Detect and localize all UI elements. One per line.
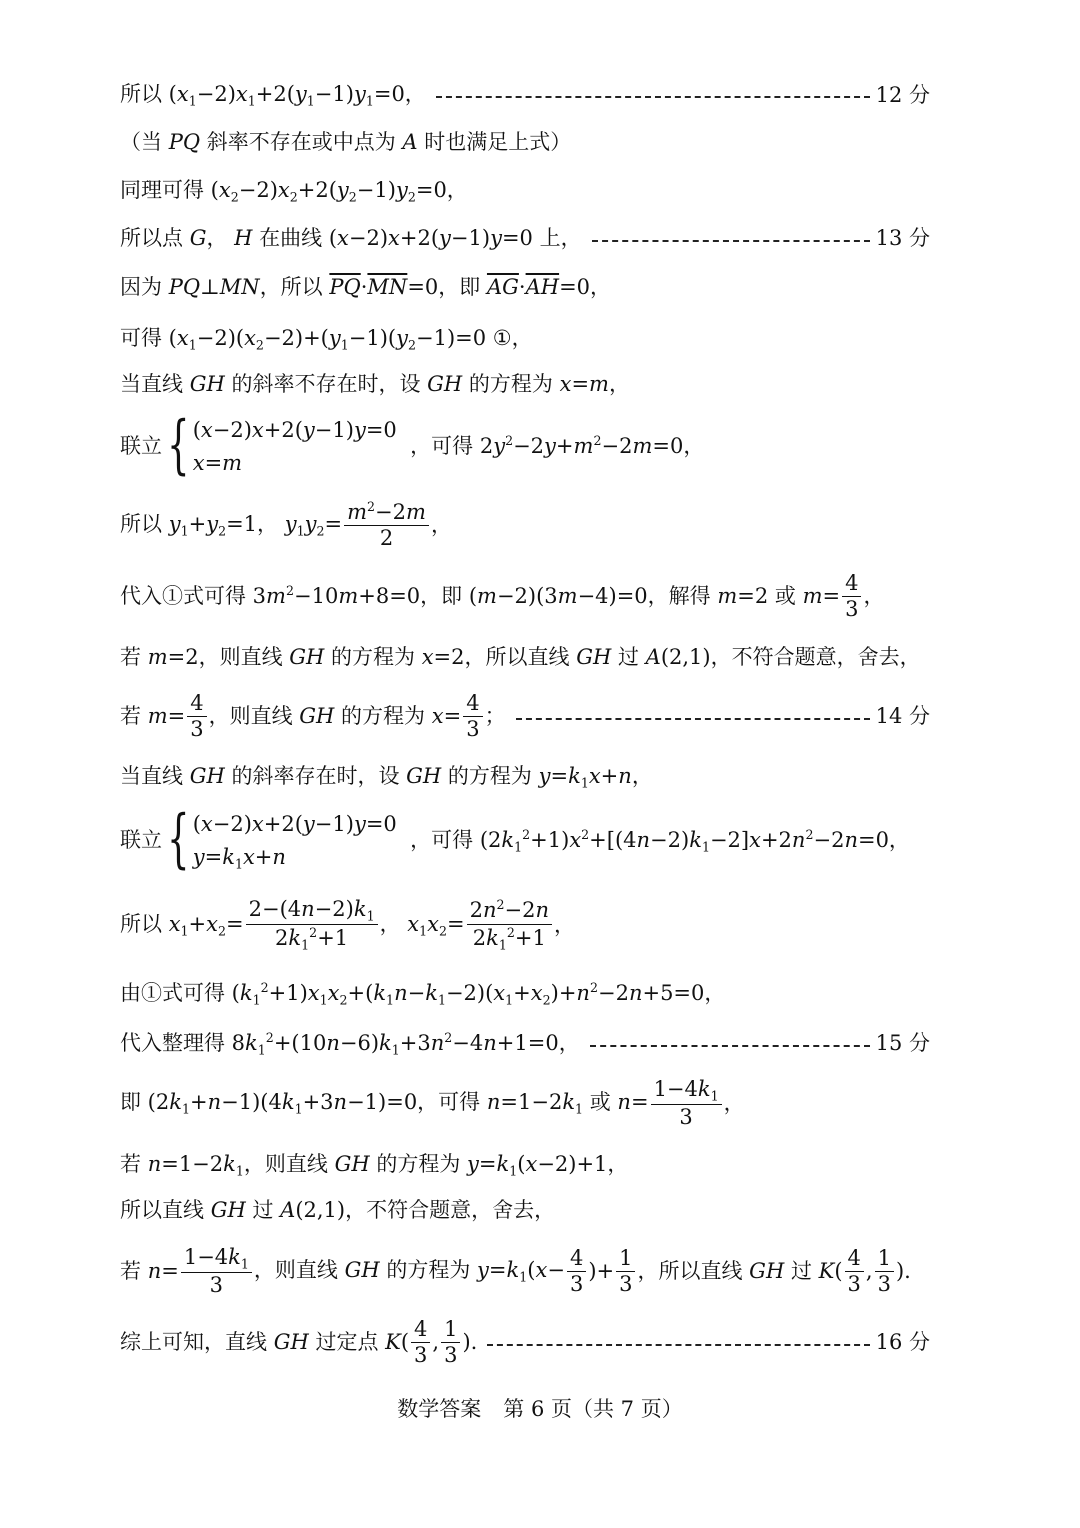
fraction: $\frac{2-(4n-2)k_1}{2k_1^2+1}$ <box>246 898 378 953</box>
solution-line: 当直线 GH 的斜率不存在时，设 GH 的方程为 x=m， <box>120 372 630 396</box>
score-mark: 12 分 <box>875 82 930 107</box>
solution-line: 所以 $(x_1-2)x_1+2(y_1-1)y_1=0$， 12 分 <box>120 82 930 109</box>
solution-line: 所以 $y_1+y_2=1$， $y_1y_2=$ $\frac{m^2-2m}{2}$ ， <box>120 499 452 551</box>
solution-line: 若 $n=1-2k_1$，则直线 GH 的方程为 $y=k_1(x-2)+1$， <box>120 1152 629 1179</box>
fraction: $\frac{1}{3}$ <box>875 1247 894 1296</box>
equation-system: { (x−2)x+2(y−1)y=0 $y=k_1x+n$ <box>167 801 397 876</box>
fraction: $\frac{1-4k_1}{3}$ <box>651 1078 722 1129</box>
dashed-leader <box>516 718 870 720</box>
solution-line: 若 m=2，则直线 GH 的方程为 x=2，所以直线 GH 过 A(2,1)，不符合题意，舍去， <box>120 645 921 669</box>
fraction: $\frac{1}{3}$ <box>616 1247 635 1296</box>
dashed-leader <box>590 1045 870 1047</box>
score-mark: 13 分 <box>875 226 930 250</box>
solution-line: 当直线 GH 的斜率存在时，设 GH 的方程为 $y=k_1x+n$， <box>120 764 653 791</box>
dashed-leader <box>436 96 870 98</box>
solution-line: 同理可得 $(x_2-2)x_2+2(y_2-1)y_2=0$， <box>120 178 468 205</box>
solution-line: 联立 { (x−2)x+2(y−1)y=0 $y=k_1x+n$ ，可得 $(2k_1^2+1)x^2+[(4n-2)k_1-2]x+2n^2-2n=0$， <box>120 801 910 876</box>
solution-line: 若 n= $\frac{1-4k_1}{3}$ ，则直线 GH 的方程为 $y=k_1(x-$ $\frac{4}{3}$ )+ $\frac{1}{3}$ ，所以直线 GH 过 K( $\frac{4}{3}$ , $\frac{1}{3}$ ). <box>120 1245 911 1298</box>
solution-line: 可得 $(x_1-2)(x_2-2)+(y_1-1)(y_2-1)=0$ ①， <box>120 326 533 353</box>
fraction: $\frac{m^2-2m}{2}$ <box>344 500 429 550</box>
footer-page-number: 第 6 页（共 7 页） <box>503 1397 683 1421</box>
fraction: $\frac{4}{3}$ <box>842 572 861 621</box>
solution-line: 若 m= $\frac{4}{3}$ ，则直线 GH 的方程为 x= $\frac{4}{3}$ ； 14 分 <box>120 691 930 742</box>
solution-line: 代入①式可得 $3m^2-10m+8=0$，即 (m−2)(3m−4)=0，解得 m=2 或 m= $\frac{4}{3}$ ， <box>120 571 885 622</box>
solution-line: 综上可知，直线 GH 过定点 K( $\frac{4}{3}$ , $\frac{1}{3}$ ). 16 分 <box>120 1317 930 1368</box>
dashed-leader <box>487 1344 869 1346</box>
solution-line: 即 $(2k_1+n-1)(4k_1+3n-1)=0$，可得 $n=1-2k_1$ 或 n= $\frac{1-4k_1}{3}$ ， <box>120 1077 745 1130</box>
fraction: $\frac{1}{3}$ <box>441 1318 460 1367</box>
page-footer <box>0 1393 1080 1423</box>
fraction: $\frac{4}{3}$ <box>845 1247 864 1296</box>
solution-line: 所以 $x_1+x_2=$ $\frac{2-(4n-2)k_1}{2k_1^2+1}$ ， $x_1x_2=$ $\frac{2n^2-2n}{2k_1^2+1}$ ， <box>120 897 576 953</box>
solution-line: （当 PQ 斜率不存在或中点为 A 时也满足上式） <box>120 130 572 154</box>
solution-line: 所以直线 GH 过 A(2,1)，不符合题意，舍去， <box>120 1198 556 1222</box>
fraction: $\frac{2n^2-2n}{2k_1^2+1}$ <box>467 898 552 952</box>
fraction: $\frac{4}{3}$ <box>463 692 482 741</box>
solution-line: 所以点 G， H 在曲线 (x−2)x+2(y−1)y=0 上， 13 分 <box>120 226 930 250</box>
solution-line: 由①式可得 $(k_1^2+1)x_1x_2+(k_1n-k_1-2)(x_1+x_2)+n^2-2n+5=0$， <box>120 980 726 1008</box>
solution-line: 代入整理得 $8k_1^2+(10n-6)k_1+3n^2-4n+1=0$， 15 分 <box>120 1030 930 1058</box>
solution-line: 因为 PQ⊥MN，所以 $\overline{PQ}\cdot\overline{MN}=0$，即 $\overline{AG}\cdot\overline{AH}=0$， <box>120 275 612 299</box>
dashed-leader <box>592 240 870 242</box>
score-mark: 16 分 <box>875 1330 930 1354</box>
fraction: $\frac{4}{3}$ <box>187 692 206 741</box>
score-mark: 14 分 <box>875 704 930 728</box>
solution-line: 联立 { (x−2)x+2(y−1)y=0 x=m ，可得 $2y^2-2y+m^2-2m=0$， <box>120 407 705 482</box>
fraction: $\frac{1-4k_1}{3}$ <box>181 1246 252 1297</box>
footer-title: 数学答案 <box>397 1397 482 1421</box>
equation-system: { (x−2)x+2(y−1)y=0 x=m <box>167 407 397 482</box>
score-mark: 15 分 <box>875 1031 930 1056</box>
fraction: $\frac{4}{3}$ <box>567 1247 586 1296</box>
fraction: $\frac{4}{3}$ <box>411 1318 430 1367</box>
